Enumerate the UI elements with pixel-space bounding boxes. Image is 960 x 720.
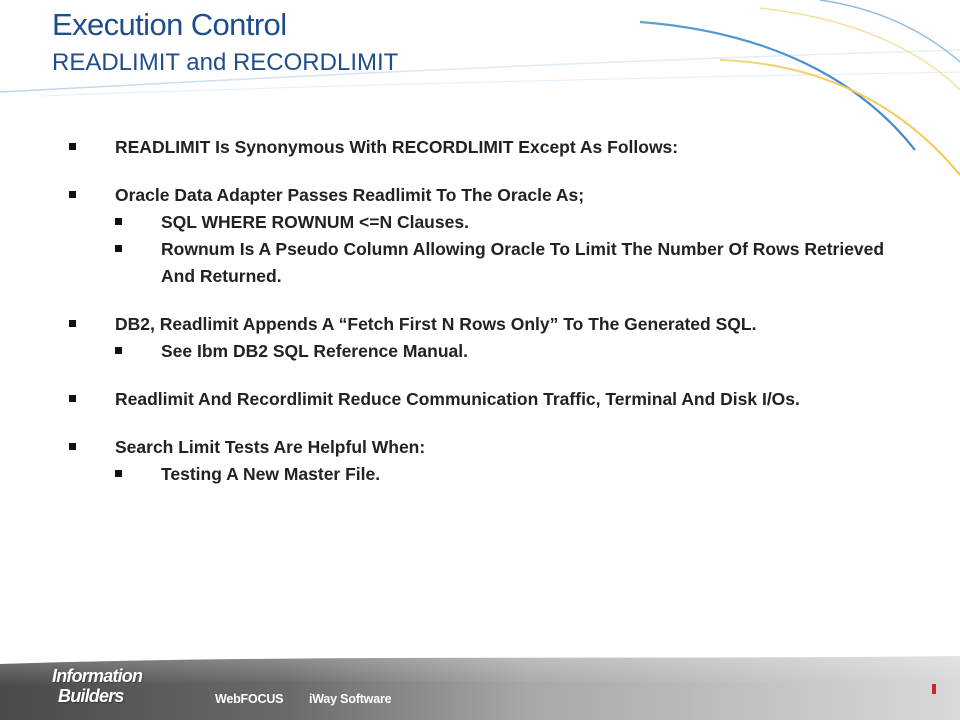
sub-bullet-text: See Ibm DB2 SQL Reference Manual. (161, 341, 469, 361)
bullet-square-icon (69, 395, 76, 402)
bullet-item (65, 134, 915, 161)
sub-bullet-item (65, 209, 915, 236)
sub-bullet-text: Rownum Is A Pseudo Column Allowing Oracle To Limit The Number Of Rows Retrieved And Returned. (161, 239, 885, 286)
bullet-item (65, 434, 915, 461)
sub-bullet-item (65, 236, 915, 290)
product-name-iway: iWay Software (309, 692, 392, 706)
sub-bullet-item (65, 338, 915, 365)
footer-background-graphic (0, 654, 960, 720)
bullet-square-icon (115, 218, 122, 225)
bullet-text: Oracle Data Adapter Passes Readlimit To The Oracle As; (115, 185, 585, 205)
bullet-item (65, 311, 915, 338)
bullet-text: DB2, Readlimit Appends A “Fetch First N Rows Only” To The Generated SQL. (115, 314, 757, 334)
footer-bar (0, 654, 960, 720)
bullet-square-icon (69, 143, 76, 150)
bullet-text: READLIMIT Is Synonymous With RECORDLIMIT Except As Follows: (115, 137, 679, 157)
swoosh-gold-arc-faint (760, 8, 960, 90)
bullet-item (65, 182, 915, 209)
logo-text-line2: Builders (58, 686, 124, 706)
bullet-list (65, 134, 915, 488)
bullet-square-icon (69, 443, 76, 450)
sub-bullet-item (65, 461, 915, 488)
bullet-text: Readlimit And Recordlimit Reduce Communication Traffic, Terminal And Disk I/Os. (115, 389, 800, 409)
slide-title: Execution Control (52, 7, 287, 42)
logo-text-line1: Information (52, 666, 143, 686)
bullet-square-icon (69, 191, 76, 198)
slide-subtitle: READLIMIT and RECORDLIMIT (52, 49, 399, 76)
red-accent-mark (932, 684, 936, 694)
sub-bullet-text: SQL WHERE ROWNUM <=N Clauses. (161, 212, 469, 232)
bullet-square-icon (69, 320, 76, 327)
swoosh-blue-arc (640, 22, 915, 150)
bullet-text: Search Limit Tests Are Helpful When: (115, 437, 426, 457)
product-name-webfocus: WebFOCUS (215, 692, 284, 706)
bullet-square-icon (115, 470, 122, 477)
bullet-square-icon (115, 347, 122, 354)
sub-bullet-text: Testing A New Master File. (161, 464, 381, 484)
company-logo (52, 666, 142, 706)
bullet-item (65, 386, 915, 413)
bullet-square-icon (115, 245, 122, 252)
